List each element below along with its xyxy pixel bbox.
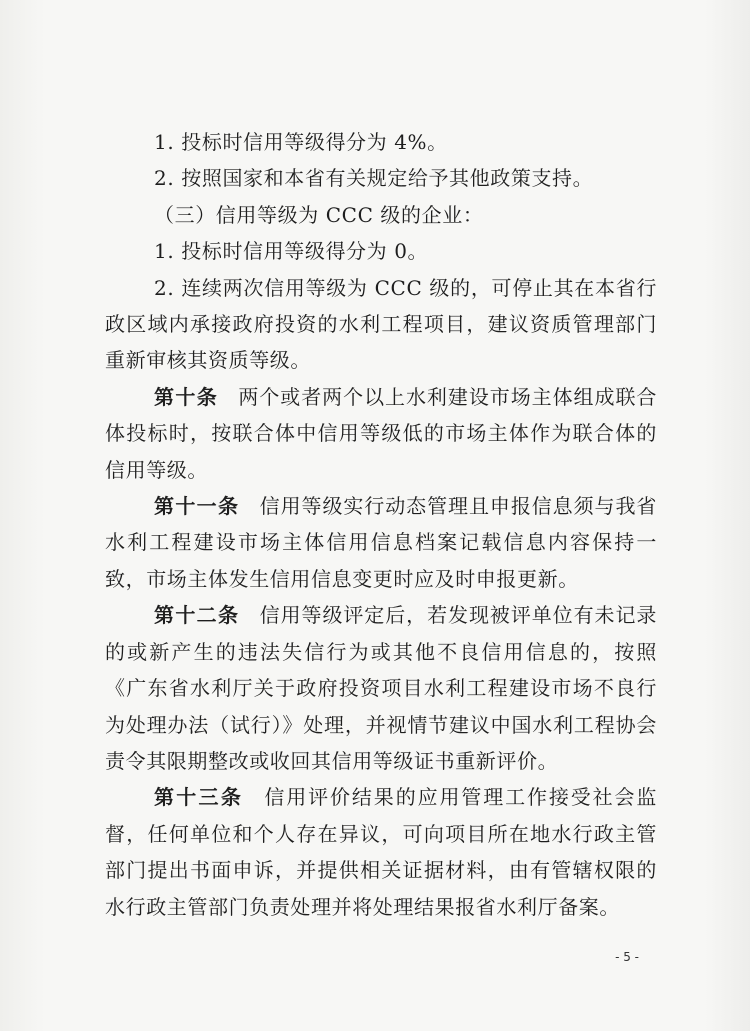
paragraph: 1. 投标时信用等级得分为 4%。 xyxy=(154,130,448,154)
body-text xyxy=(105,124,657,925)
article-10 xyxy=(105,379,657,488)
paragraph: 1. 投标时信用等级得分为 0。 xyxy=(154,239,429,264)
paragraph: （三）信用等级为 CCC 级的企业： xyxy=(154,202,484,227)
article-body: 信用等级实行动态管理且申报信息须与我省水利工程建设市场主体信用信息档案记载信息内容保持一致，市场主体发生信用信息变更时应及时申报更新。 xyxy=(105,494,658,591)
article-body: 两个或者两个以上水利建设市场主体组成联合体投标时，按联合体中信用等级低的市场主体作为联合体的信用等级。 xyxy=(105,384,658,482)
article-13 xyxy=(105,779,657,925)
article-body: 信用等级评定后，若发现被评单位有未记录的或新产生的违法失信行为或其他不良信用信息的，按照《广东省水利厅关于政府投资项目水利工程建设市场不良行为处理办法（试行）》处理，并视情节建议中国水利工程协会责令其限期整改或收回其信用等级证书重新评价。 xyxy=(105,603,658,773)
article-title: 第十三条 xyxy=(154,785,244,810)
paragraph: 2. 连续两次信用等级为 CCC 级的，可停止其在本省行政区域内承接政府投资的水利工程项目，建议资质管理部门重新审核其资质等级。 xyxy=(105,275,657,373)
article-11 xyxy=(105,488,657,597)
article-body: 信用评价结果的应用管理工作接受社会监督，任何单位和个人存在异议，可向项目所在地水行政主管部门提出书面申诉，并提供相关证据材料，由有管辖权限的水行政主管部门负责处理并将处理结果报省水利厅备案。 xyxy=(105,785,657,919)
article-title: 第十一条 xyxy=(154,494,240,519)
article-title: 第十条 xyxy=(154,384,219,409)
page-number: - 5 - xyxy=(615,950,639,964)
article-12 xyxy=(105,597,657,779)
paragraph: 2. 按照国家和本省有关规定给予其他政策支持。 xyxy=(154,166,594,191)
article-title: 第十二条 xyxy=(154,603,240,628)
